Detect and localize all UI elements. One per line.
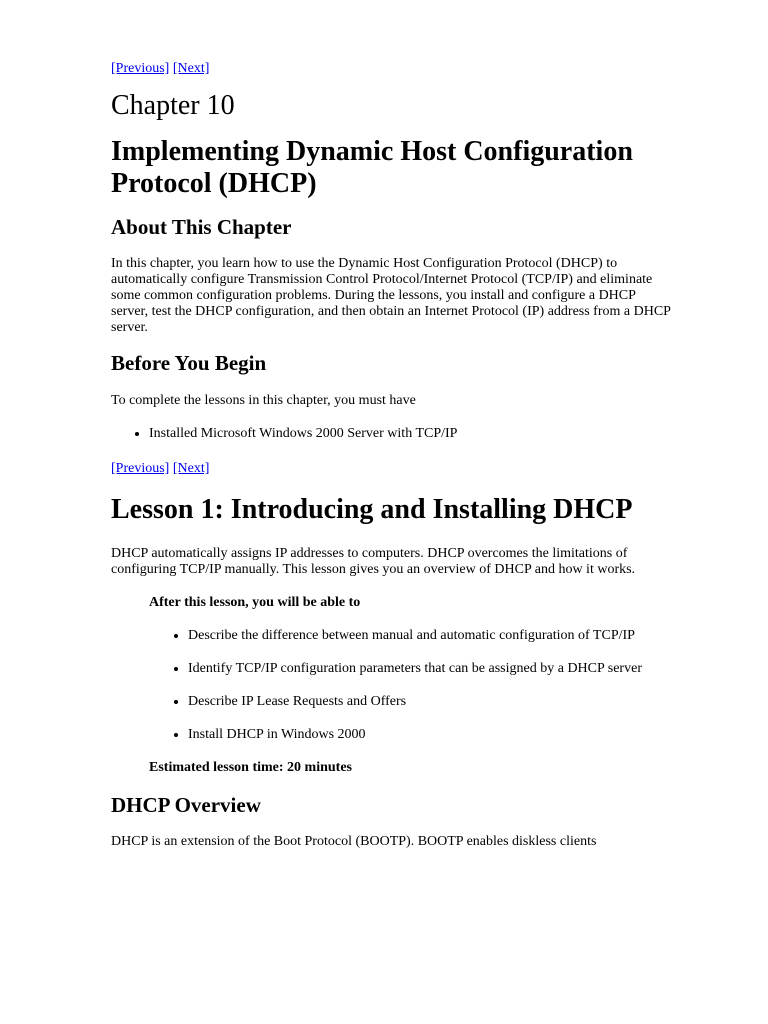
before-intro: To complete the lessons in this chapter, you must have <box>111 393 416 408</box>
next-link-top[interactable]: [Next] <box>172 61 210 76</box>
previous-link-middle[interactable]: [Previous] <box>111 461 170 476</box>
objectives-list <box>149 628 671 743</box>
about-paragraph: In this chapter, you learn how to use the Dynamic Host Configuration Protocol (DHCP) to automatically configure Transmission Control Protocol/Internet Protocol (TCP/IP) and eliminate some common configuration problems. During the lessons, you install and configure a DHCP server, test the DHCP configuration, and then obtain an Internet Protocol (IP) address from a DHCP server. <box>111 256 671 335</box>
chapter-number: Chapter 10 <box>111 90 235 121</box>
lesson-time: Estimated lesson time: 20 minutes <box>149 760 352 775</box>
overview-heading: DHCP Overview <box>111 793 261 817</box>
top-navigation <box>111 60 671 78</box>
lesson-objectives-block <box>149 595 671 776</box>
objective-item: • Describe IP Lease Requests and Offers <box>188 694 671 710</box>
previous-link-top[interactable]: [Previous] <box>111 61 170 76</box>
next-link-middle[interactable]: [Next] <box>172 461 210 476</box>
before-heading: Before You Begin <box>111 351 267 375</box>
document-content <box>111 60 671 850</box>
lesson-intro: DHCP automatically assigns IP addresses to computers. DHCP overcomes the limitations of configuring TCP/IP manually. This lesson gives you an overview of DHCP and how it works. <box>111 546 636 577</box>
about-heading: About This Chapter <box>111 215 292 239</box>
middle-navigation <box>111 460 671 478</box>
objective-item: • Describe the difference between manual and automatic configuration of TCP/IP <box>188 628 671 644</box>
chapter-title: Implementing Dynamic Host Configuration Protocol (DHCP) <box>111 136 633 199</box>
objective-item: • Install DHCP in Windows 2000 <box>188 727 671 743</box>
requirement-item: • Installed Microsoft Windows 2000 Server with TCP/IP <box>149 426 671 442</box>
objective-item: • Identify TCP/IP configuration parameters that can be assigned by a DHCP server <box>188 661 671 677</box>
lesson-title: Lesson 1: Introducing and Installing DHCP <box>111 494 633 525</box>
objectives-label: After this lesson, you will be able to <box>149 595 361 610</box>
requirements-list <box>111 426 671 442</box>
overview-paragraph: DHCP is an extension of the Boot Protocol (BOOTP). BOOTP enables diskless clients <box>111 834 597 849</box>
